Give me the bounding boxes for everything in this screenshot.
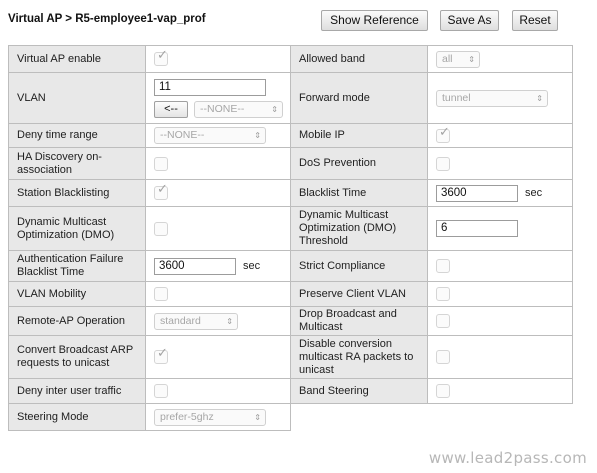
dmo-checkbox[interactable] (154, 222, 168, 236)
station-blacklisting-label: Station Blacklisting (9, 180, 146, 207)
form-row (9, 124, 573, 148)
checkmark-icon: ✓ (439, 124, 450, 140)
vlan-select[interactable] (194, 101, 283, 118)
preserve-client-vlan-cell (428, 282, 573, 307)
form-row (9, 282, 573, 307)
vlan-mobility-checkbox[interactable] (154, 287, 168, 301)
vlan-select-value: --NONE-- (200, 102, 245, 115)
mobile-ip-checkbox[interactable] (436, 124, 450, 143)
form-row (9, 180, 573, 207)
allowed-band-label: Allowed band (291, 46, 428, 73)
dropdown-arrows-icon: ⇕ (254, 131, 261, 140)
dos-prevention-cell (428, 148, 573, 180)
ha-discovery-checkbox[interactable] (154, 157, 168, 171)
form-row (9, 336, 573, 379)
band-steering-checkbox[interactable] (436, 384, 450, 398)
convert-broadcast-arp-cell (146, 336, 291, 379)
dropdown-arrows-icon: ⇕ (536, 93, 543, 103)
preserve-client-vlan-checkbox[interactable] (436, 287, 450, 301)
virtual-ap-enable-label: Virtual AP enable (9, 46, 146, 73)
steering-mode-cell (146, 404, 291, 431)
auth-failure-blacklist-time-input[interactable]: 3600 (154, 258, 236, 275)
steering-mode-label: Steering Mode (9, 404, 146, 431)
band-steering-label: Band Steering (291, 379, 428, 404)
deny-time-range-value: --NONE-- (160, 129, 205, 141)
vlan-label: VLAN (9, 73, 146, 124)
deny-inter-user-traffic-label: Deny inter user traffic (9, 379, 146, 404)
dropdown-arrows-icon: ⇕ (254, 412, 261, 422)
dropdown-arrows-icon: ⇕ (271, 104, 278, 114)
blacklist-time-input[interactable]: 3600 (436, 185, 518, 202)
checkmark-icon: ✓ (157, 48, 168, 63)
deny-time-range-cell (146, 124, 291, 148)
dmo-threshold-label: Dynamic Multicast Optimization (DMO) Threshold (291, 207, 428, 251)
station-blacklisting-checkbox[interactable] (154, 182, 168, 200)
strict-compliance-cell (428, 251, 573, 282)
dropdown-arrows-icon: ⇕ (468, 54, 475, 64)
dos-prevention-label: DoS Prevention (291, 148, 428, 180)
deny-time-range-select[interactable] (154, 127, 266, 144)
form-row (9, 379, 573, 404)
drop-broadcast-multicast-cell (428, 307, 573, 336)
form-row (9, 148, 573, 180)
watermark-text: www.lead2pass.com (428, 449, 587, 467)
drop-broadcast-multicast-label: Drop Broadcast and Multicast (291, 307, 428, 336)
forward-mode-label: Forward mode (291, 73, 428, 124)
convert-broadcast-arp-checkbox[interactable] (154, 346, 168, 364)
steering-mode-value: prefer-5ghz (160, 410, 214, 423)
disable-conversion-multicast-ra-checkbox[interactable] (436, 350, 450, 364)
preserve-client-vlan-label: Preserve Client VLAN (291, 282, 428, 307)
dmo-threshold-cell (428, 207, 573, 251)
reset-button[interactable]: Reset (512, 10, 558, 31)
form-row (9, 207, 573, 251)
empty-cell (428, 404, 573, 431)
convert-broadcast-arp-label: Convert Broadcast ARP requests to unicast (9, 336, 146, 379)
blacklist-time-cell (428, 180, 573, 207)
form-row (9, 46, 573, 73)
form-row (9, 404, 573, 431)
disable-conversion-multicast-ra-label: Disable conversion multicast RA packets to unicast (291, 336, 428, 379)
blacklist-time-label: Blacklist Time (291, 180, 428, 207)
mobile-ip-label: Mobile IP (291, 124, 428, 148)
ha-discovery-label: HA Discovery on-association (9, 148, 146, 180)
band-steering-cell (428, 379, 573, 404)
auth-failure-blacklist-time-unit: sec (243, 259, 261, 272)
allowed-band-value: all (442, 52, 453, 65)
remote-ap-operation-value: standard (160, 314, 201, 327)
blacklist-time-unit: sec (525, 186, 543, 199)
remote-ap-operation-select[interactable] (154, 313, 238, 330)
form-row (9, 251, 573, 282)
page-header (0, 0, 597, 40)
deny-inter-user-traffic-checkbox[interactable] (154, 384, 168, 398)
empty-cell (291, 404, 428, 431)
steering-mode-select[interactable] (154, 409, 266, 426)
form-row (9, 307, 573, 336)
deny-inter-user-traffic-cell (146, 379, 291, 404)
virtual-ap-profile-form (8, 45, 573, 431)
allowed-band-select[interactable] (436, 51, 480, 68)
dmo-label: Dynamic Multicast Optimization (DMO) (9, 207, 146, 251)
deny-time-range-label: Deny time range (9, 124, 146, 148)
ha-discovery-cell (146, 148, 291, 180)
remote-ap-operation-cell (146, 307, 291, 336)
strict-compliance-checkbox[interactable] (436, 259, 450, 273)
remote-ap-operation-label: Remote-AP Operation (9, 307, 146, 336)
mobile-ip-cell (428, 124, 573, 148)
virtual-ap-enable-cell (146, 46, 291, 73)
vlan-cell (146, 73, 291, 124)
save-as-button[interactable]: Save As (440, 10, 499, 31)
dropdown-arrows-icon: ⇕ (226, 316, 233, 326)
page-title: Virtual AP > R5-employee1-vap_prof (8, 13, 206, 25)
forward-mode-value: tunnel (442, 91, 471, 104)
allowed-band-cell (428, 46, 573, 73)
drop-broadcast-multicast-checkbox[interactable] (436, 314, 450, 328)
strict-compliance-label: Strict Compliance (291, 251, 428, 282)
vlan-mobility-label: VLAN Mobility (9, 282, 146, 307)
dmo-cell (146, 207, 291, 251)
forward-mode-cell (428, 73, 573, 124)
auth-failure-blacklist-time-label: Authentication Failure Blacklist Time (9, 251, 146, 282)
vlan-move-left-button[interactable]: <-- (154, 101, 188, 118)
virtual-ap-enable-checkbox[interactable] (154, 48, 168, 66)
checkmark-icon: ✓ (157, 182, 168, 197)
disable-conversion-multicast-ra-cell (428, 336, 573, 379)
show-reference-button[interactable]: Show Reference (321, 10, 428, 31)
dos-prevention-checkbox[interactable] (436, 157, 450, 171)
checkmark-icon: ✓ (157, 346, 168, 361)
vlan-input[interactable]: 11 (154, 79, 266, 96)
vlan-mobility-cell (146, 282, 291, 307)
dmo-threshold-input[interactable]: 6 (436, 220, 518, 237)
auth-failure-blacklist-time-cell (146, 251, 291, 282)
station-blacklisting-cell (146, 180, 291, 207)
form-row (9, 73, 573, 124)
forward-mode-select[interactable] (436, 90, 548, 107)
